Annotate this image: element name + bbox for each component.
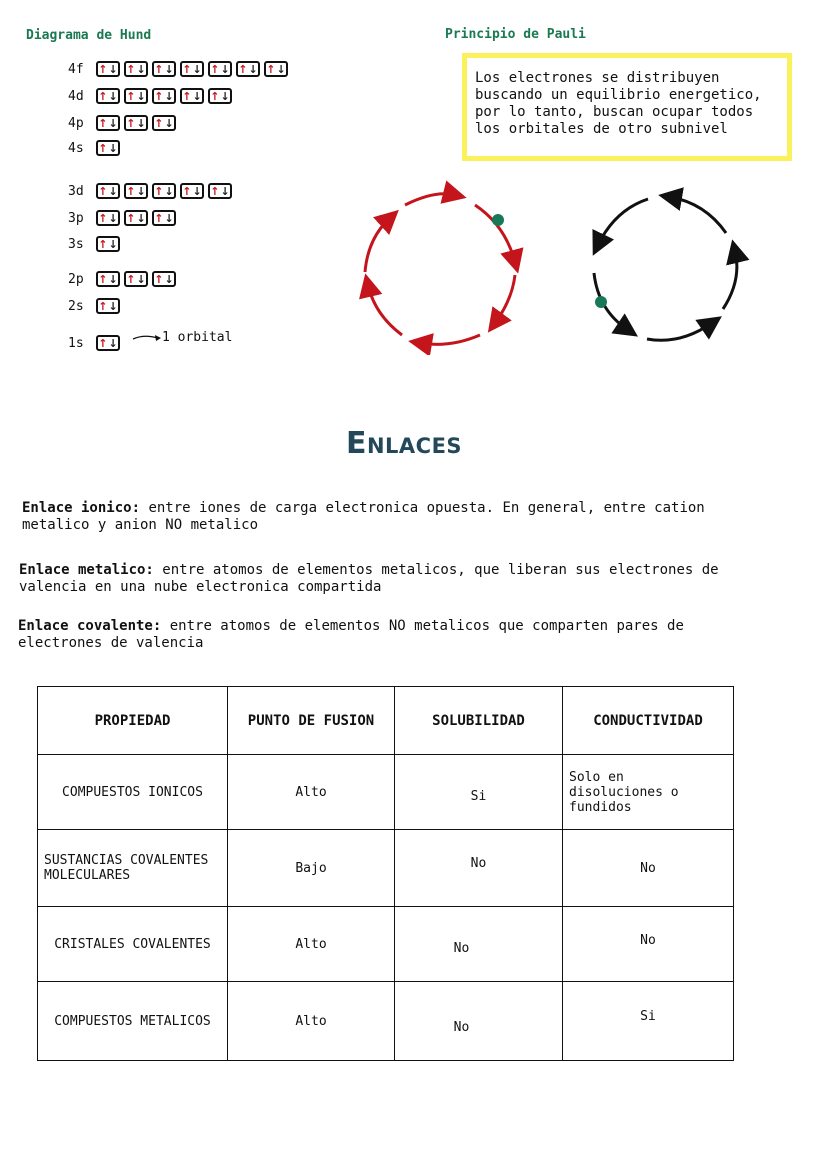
orbital-box xyxy=(96,140,120,156)
orbital-box xyxy=(96,298,120,314)
sublevel-label: 2p xyxy=(68,271,84,287)
spin-up-icon: ↑ xyxy=(98,211,108,225)
spin-up-icon: ↑ xyxy=(98,237,108,251)
spin-up-icon: ↑ xyxy=(98,116,108,130)
orbital-note-text: 1 orbital xyxy=(162,330,233,345)
spin-up-icon: ↑ xyxy=(98,141,108,155)
spin-down-icon: ↓ xyxy=(192,62,202,76)
spin-up-icon: ↑ xyxy=(126,116,136,130)
spin-down-icon: ↓ xyxy=(164,89,174,103)
spin-up-icon: ↑ xyxy=(98,184,108,198)
red-arc-arrow xyxy=(475,205,515,262)
orbital-box xyxy=(124,210,148,226)
spin-up-icon: ↑ xyxy=(182,62,192,76)
enlace-description: entre iones de carga electronica opuesta. En general, entre cation xyxy=(140,500,705,516)
table-header-row xyxy=(38,687,734,755)
cell-conductividad: Si xyxy=(563,982,734,1061)
spin-down-icon: ↓ xyxy=(108,62,118,76)
spin-down-icon: ↓ xyxy=(136,272,146,286)
pauli-line: los orbitales de otro subnivel xyxy=(475,121,728,137)
enlace-term: Enlace metalico: xyxy=(19,562,154,578)
black-arc-arrow xyxy=(670,197,726,233)
cell-solubilidad: No xyxy=(395,830,563,907)
spin-down-icon: ↓ xyxy=(136,116,146,130)
sublevel-label: 4p xyxy=(68,115,84,131)
orbital-box xyxy=(124,61,148,77)
orbital-box xyxy=(124,88,148,104)
cell-fusion: Alto xyxy=(228,982,395,1061)
black-arc-arrow xyxy=(598,199,648,245)
header-solubilidad: SOLUBILIDAD xyxy=(395,687,563,755)
pauli-title: Principio de Pauli xyxy=(445,27,586,42)
red-cycle-diagram xyxy=(350,180,540,355)
enlace-description: metalico y anion NO metalico xyxy=(22,517,259,533)
cell-solubilidad: No xyxy=(395,907,563,982)
spin-down-icon: ↓ xyxy=(108,141,118,155)
orbital-box xyxy=(152,183,176,199)
spin-up-icon: ↑ xyxy=(266,62,276,76)
electron-dot xyxy=(595,296,607,308)
sublevel-label: 2s xyxy=(68,298,84,314)
sublevel-label: 4f xyxy=(68,61,84,77)
propiedad-line: SUSTANCIAS COVALENTES xyxy=(44,853,209,868)
orbital-box xyxy=(96,88,120,104)
cell-propiedad: COMPUESTOS METALICOS xyxy=(38,982,228,1061)
spin-up-icon: ↑ xyxy=(154,116,164,130)
red-arc-arrow xyxy=(495,275,515,323)
orbital-box xyxy=(208,183,232,199)
spin-up-icon: ↑ xyxy=(210,89,220,103)
cell-fusion: Alto xyxy=(228,907,395,982)
orbital-box xyxy=(264,61,288,77)
black-cycle-diagram xyxy=(580,185,755,350)
black-arc-arrow xyxy=(723,251,737,309)
spin-down-icon: ↓ xyxy=(108,116,118,130)
spin-down-icon: ↓ xyxy=(220,184,230,198)
orbital-box xyxy=(152,61,176,77)
spin-up-icon: ↑ xyxy=(126,272,136,286)
spin-up-icon: ↑ xyxy=(154,211,164,225)
enlace-description: electrones de valencia xyxy=(18,635,204,651)
arrow-right-icon xyxy=(132,333,162,343)
spin-down-icon: ↓ xyxy=(192,184,202,198)
hund-row-0 xyxy=(68,58,292,80)
table-row xyxy=(38,982,734,1061)
spin-down-icon: ↓ xyxy=(108,237,118,251)
spin-down-icon: ↓ xyxy=(108,89,118,103)
spin-up-icon: ↑ xyxy=(98,336,108,350)
spin-down-icon: ↓ xyxy=(164,272,174,286)
table-row xyxy=(38,755,734,830)
cell-solubilidad: No xyxy=(395,982,563,1061)
header-conductividad: CONDUCTIVIDAD xyxy=(563,687,734,755)
orbital-box xyxy=(208,88,232,104)
orbital-box xyxy=(96,236,120,252)
spin-down-icon: ↓ xyxy=(136,184,146,198)
sublevel-label: 3s xyxy=(68,236,84,252)
table-row xyxy=(38,907,734,982)
sublevel-label: 1s xyxy=(68,335,84,351)
spin-down-icon: ↓ xyxy=(220,89,230,103)
enlace-description: entre atomos de elementos NO metalicos que comparten pares de xyxy=(161,618,684,634)
orbital-box xyxy=(152,210,176,226)
black-arc-arrow xyxy=(647,323,712,340)
hund-row-9 xyxy=(68,332,124,354)
enlace-description: valencia en una nube electronica compartida xyxy=(19,579,382,595)
hund-row-1 xyxy=(68,85,236,107)
spin-up-icon: ↑ xyxy=(210,62,220,76)
sublevel-label: 3d xyxy=(68,183,84,199)
spin-down-icon: ↓ xyxy=(108,299,118,313)
orbital-box xyxy=(208,61,232,77)
cell-propiedad: CRISTALES COVALENTES xyxy=(38,907,228,982)
enlace-covalente-paragraph xyxy=(18,618,798,652)
orbital-box xyxy=(180,88,204,104)
orbital-box xyxy=(96,210,120,226)
spin-down-icon: ↓ xyxy=(108,184,118,198)
spin-up-icon: ↑ xyxy=(98,299,108,313)
orbital-box xyxy=(124,115,148,131)
orbital-box xyxy=(236,61,260,77)
orbital-box xyxy=(180,61,204,77)
red-arc-arrow xyxy=(368,285,402,335)
spin-up-icon: ↑ xyxy=(154,89,164,103)
spin-down-icon: ↓ xyxy=(108,336,118,350)
spin-up-icon: ↑ xyxy=(182,89,192,103)
sublevel-label: 4s xyxy=(68,140,84,156)
spin-up-icon: ↑ xyxy=(210,184,220,198)
spin-up-icon: ↑ xyxy=(98,89,108,103)
enlace-metalico-paragraph xyxy=(19,562,799,596)
cell-propiedad: COMPUESTOS IONICOS xyxy=(38,755,228,830)
orbital-box xyxy=(96,183,120,199)
cell-conductividad xyxy=(563,755,734,830)
orbital-box xyxy=(96,271,120,287)
spin-down-icon: ↓ xyxy=(220,62,230,76)
enlaces-title: Enlaces xyxy=(345,426,463,461)
conductividad-line: fundidos xyxy=(569,799,632,815)
pauli-box xyxy=(462,53,792,161)
spin-down-icon: ↓ xyxy=(276,62,286,76)
sublevel-label: 3p xyxy=(68,210,84,226)
hund-row-8 xyxy=(68,295,124,317)
spin-down-icon: ↓ xyxy=(136,211,146,225)
orbital-box xyxy=(96,115,120,131)
pauli-line: por lo tanto, buscan ocupar todos xyxy=(475,104,754,120)
enlace-term: Enlace covalente: xyxy=(18,618,162,634)
conductividad-line: Solo en xyxy=(569,769,624,785)
spin-down-icon: ↓ xyxy=(164,62,174,76)
hund-row-4 xyxy=(68,180,236,202)
electron-dot xyxy=(492,214,504,226)
orbital-box xyxy=(152,271,176,287)
cell-solubilidad: Si xyxy=(395,755,563,830)
orbital-box xyxy=(124,183,148,199)
spin-down-icon: ↓ xyxy=(164,211,174,225)
conductividad-line: disoluciones o xyxy=(569,784,679,800)
spin-down-icon: ↓ xyxy=(192,89,202,103)
spin-up-icon: ↑ xyxy=(126,89,136,103)
spin-up-icon: ↑ xyxy=(182,184,192,198)
table-row xyxy=(38,830,734,907)
spin-up-icon: ↑ xyxy=(238,62,248,76)
orbital-box xyxy=(152,115,176,131)
hund-row-7 xyxy=(68,268,180,290)
red-arc-arrow xyxy=(420,335,480,344)
orbital-box xyxy=(96,335,120,351)
properties-table xyxy=(37,686,734,1061)
spin-up-icon: ↑ xyxy=(154,62,164,76)
pauli-line: Los electrones se distribuyen xyxy=(475,70,720,86)
cell-conductividad: No xyxy=(563,830,734,907)
spin-up-icon: ↑ xyxy=(126,211,136,225)
hund-row-3 xyxy=(68,137,124,159)
spin-up-icon: ↑ xyxy=(98,62,108,76)
header-propiedad: PROPIEDAD xyxy=(38,687,228,755)
enlace-description: entre atomos de elementos metalicos, que liberan sus electrones de xyxy=(153,562,719,578)
spin-up-icon: ↑ xyxy=(154,272,164,286)
spin-down-icon: ↓ xyxy=(108,211,118,225)
orbital-box xyxy=(152,88,176,104)
spin-up-icon: ↑ xyxy=(98,272,108,286)
orbital-box xyxy=(124,271,148,287)
red-arc-arrow xyxy=(365,218,390,272)
spin-up-icon: ↑ xyxy=(126,62,136,76)
spin-down-icon: ↓ xyxy=(108,272,118,286)
spin-down-icon: ↓ xyxy=(164,116,174,130)
spin-down-icon: ↓ xyxy=(248,62,258,76)
hund-row-6 xyxy=(68,233,124,255)
propiedad-line: MOLECULARES xyxy=(44,868,131,883)
hund-row-5 xyxy=(68,207,180,229)
enlace-term: Enlace ionico: xyxy=(22,500,141,516)
spin-down-icon: ↓ xyxy=(136,62,146,76)
spin-down-icon: ↓ xyxy=(136,89,146,103)
header-punto-fusion: PUNTO DE FUSION xyxy=(228,687,395,755)
enlace-ionico-paragraph xyxy=(22,500,802,534)
cell-propiedad xyxy=(38,830,228,907)
cell-fusion: Alto xyxy=(228,755,395,830)
sublevel-label: 4d xyxy=(68,88,84,104)
spin-down-icon: ↓ xyxy=(164,184,174,198)
orbital-box xyxy=(180,183,204,199)
red-arc-arrow xyxy=(405,194,455,205)
spin-up-icon: ↑ xyxy=(154,184,164,198)
hund-title: Diagrama de Hund xyxy=(26,28,152,43)
orbital-note xyxy=(132,330,232,345)
orbital-box xyxy=(96,61,120,77)
hund-row-2 xyxy=(68,112,180,134)
spin-up-icon: ↑ xyxy=(126,184,136,198)
pauli-line: buscando un equilibrio energetico, xyxy=(475,87,762,103)
cell-fusion: Bajo xyxy=(228,830,395,907)
cell-conductividad: No xyxy=(563,907,734,982)
